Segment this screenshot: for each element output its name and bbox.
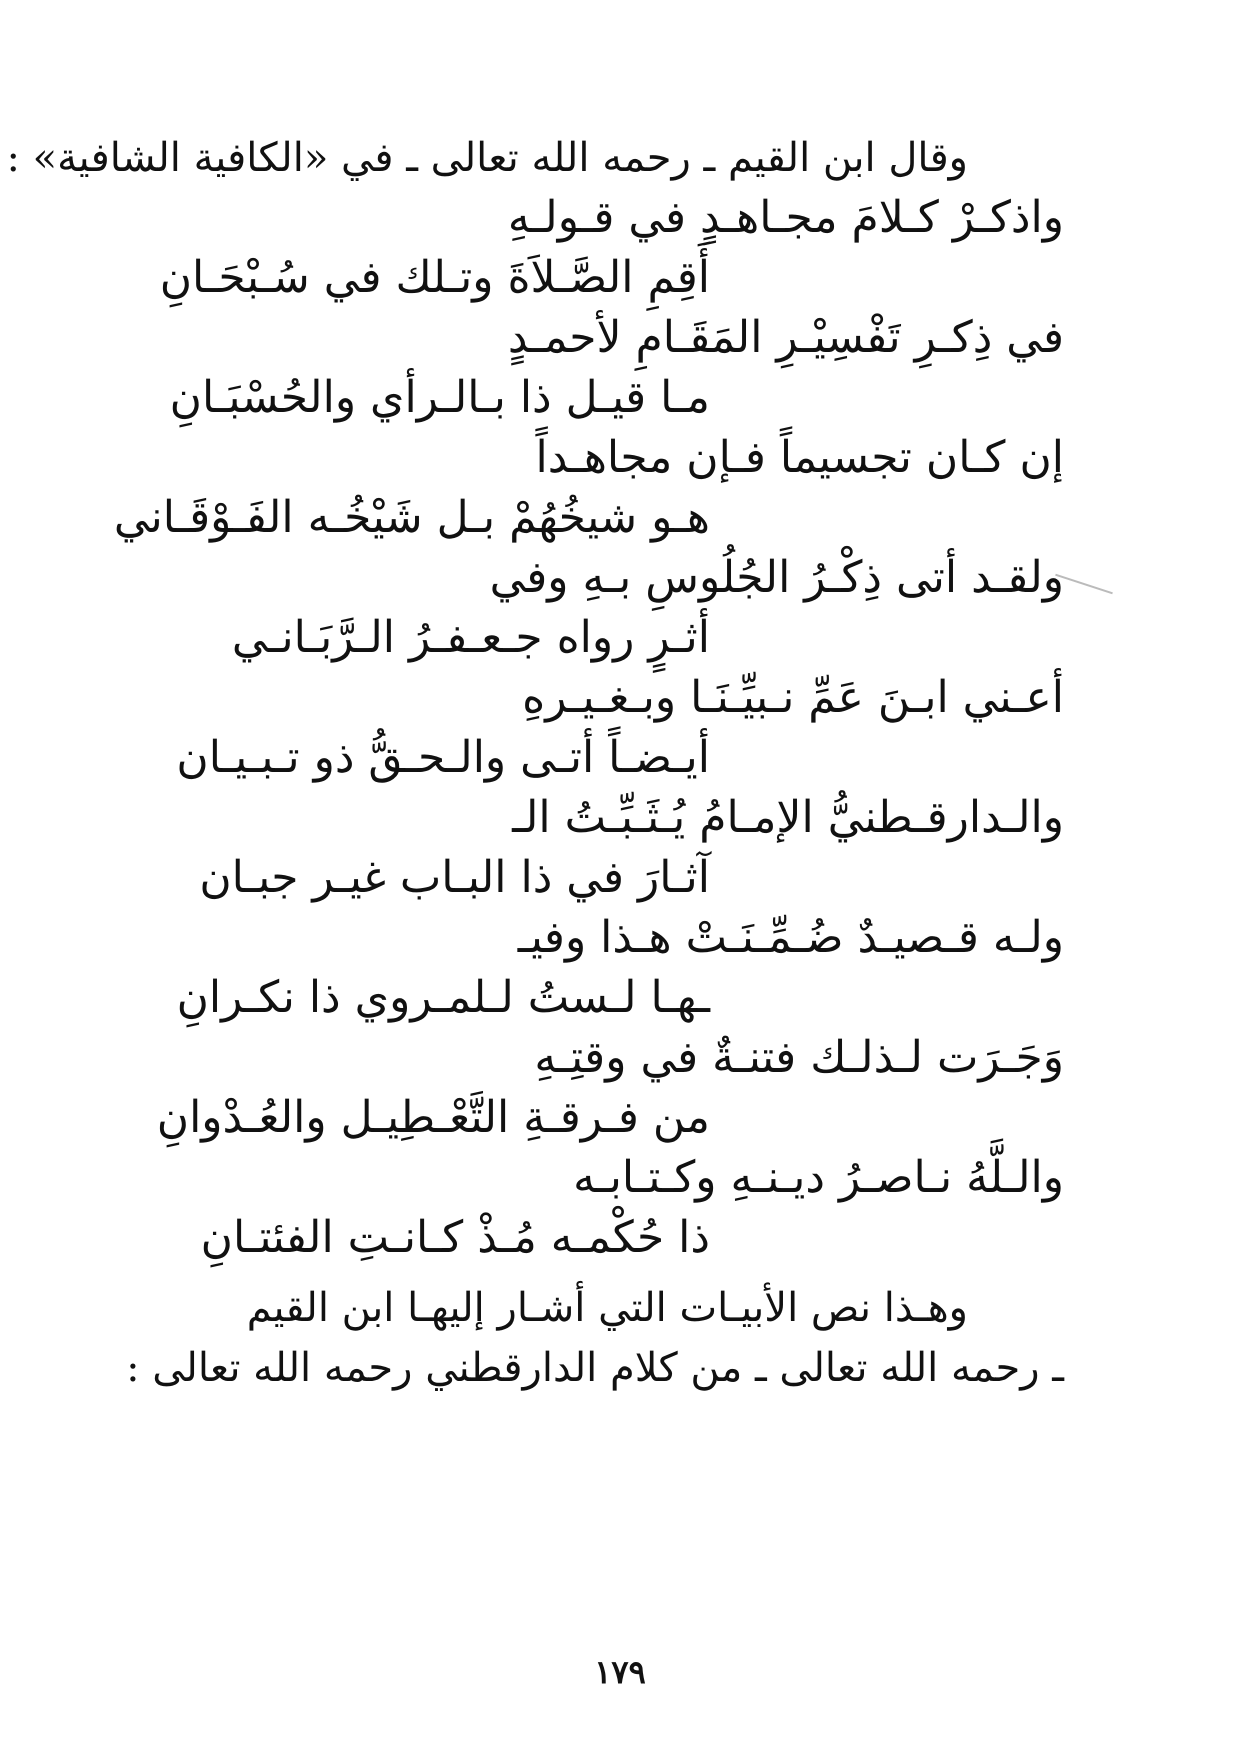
verse-line: من فـرقـةِ التَّعْـطِيـل والعُـدْوانِ (156, 1092, 710, 1143)
verse-line: ولقـد أتى ذِكْـرُ الجُلُوسِ بـهِ وفي (489, 552, 1064, 603)
verse-line: أعـني ابـنَ عَمِّ نـبيِّـنَـا وبـغـيـرهِ (522, 672, 1064, 723)
verse-line: واذكـرْ كـلامَ مجـاهـدٍ في قـولـهِ (507, 192, 1064, 243)
verse-line: أَقِمِ الصَّـلاَةَ وتـلك في سُـبْحَـانِ (159, 252, 710, 303)
intro-line: وقال ابن القيم ـ رحمه الله تعالى ـ في «الكافية الشافية» : (6, 135, 968, 181)
verse-line: والـلَّهُ نـاصـرُ ديـنـهِ وكـتـابـه (573, 1152, 1064, 1203)
page-number: ١٧٩ (594, 1653, 646, 1691)
verse-line: ولـه قـصيـدٌ ضُـمِّـنَـتْ هـذا وفيـ (517, 912, 1064, 963)
verse-line: هـو شيخُهُمْ بـل شَيْخُـه الفَـوْقَـاني (113, 492, 710, 543)
verse-line: مـا قيـل ذا بـالـرأي والحُسْبَـانِ (169, 372, 710, 423)
verse-line: والـدارقـطنيُّ الإمـامُ يُـثَـبِّـتُ الـ (512, 792, 1064, 843)
verse-line: أيـضـاً أتـى والـحـقُّ ذو تـبـيـان (176, 732, 710, 783)
closing-line-1: وهـذا نص الأبيـات التي أشـار إليهـا ابن القيم (246, 1285, 968, 1331)
closing-line-2: ـ رحمه الله تعالى ـ من كلام الدارقطني رحمه الله تعالى : (126, 1345, 1064, 1391)
verse-line: أثـرٍ رواه جـعـفـرُ الـرَّبَـانـي (231, 612, 710, 663)
verse-line: في ذِكـرِ تَفْسِيْـرِ المَقَـامِ لأحمـدٍ (507, 312, 1064, 363)
verse-line: ذا حُكْمـه مُـذْ كـانـتِ الفئتـانِ (200, 1212, 710, 1263)
verse-line: إن كـان تجسيماً فـإن مجاهـداً (535, 432, 1064, 483)
verse-line: آثـارَ في ذا البـاب غيـر جبـان (199, 852, 710, 903)
verse-line: وَجَـرَت لـذلـك فتنـةٌ في وقتِـهِ (534, 1032, 1064, 1083)
verse-line: ـهـا لـستُ لـلمـروي ذا نكـرانِ (176, 972, 710, 1023)
